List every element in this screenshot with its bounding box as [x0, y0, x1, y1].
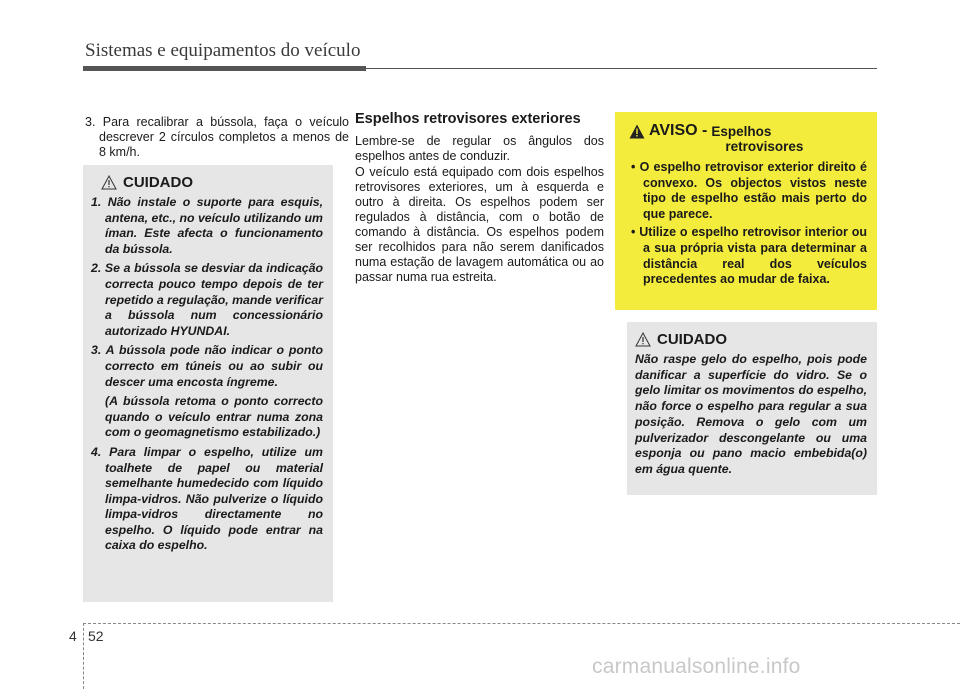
footer-divider [83, 623, 84, 689]
warning-triangle-filled-icon [629, 124, 645, 139]
caution-heading [635, 331, 867, 348]
caution-item: 2. Se a bússola se desviar da indicação correcta pouco tempo depois de ter repetido a regulação, mande verificar a bússola num concessionário autorizado HYUNDAI. [91, 261, 324, 338]
warning-label: AVISO - [649, 122, 708, 139]
compass-recalibrate-step: 3. Para recalibrar a bússola, faça o veículo descrever 2 círculos completos a menos de 8 km/h. [85, 115, 349, 159]
warning-heading [629, 122, 867, 154]
caution-item-note: (A bússola retoma o ponto correcto quando o veículo entrar numa zona com o geomagnetismo estabilizado.) [105, 394, 323, 440]
warning-box-mirrors [615, 112, 877, 310]
caution-item: 4. Para limpar o espelho, utilize um toalhete de papel ou material semelhante humedecido com líquido limpa-vidros. Não pulverize o líquido limpa-vidros directamente no espelho. O líquido pode entrar na caixa do espelho. [91, 444, 323, 553]
caution-box-compass [83, 165, 333, 602]
watermark: carmanualsonline.info [592, 655, 801, 678]
warning-item: • Utilize o espelho retrovisor interior ou a sua própria vista para determinar a distância real dos veículos precedentes ao mudar de faixa. [631, 225, 867, 287]
caution-title: CUIDADO [657, 331, 727, 348]
body-paragraph: O veículo está equipado com dois espelhos retrovisores exteriores, um à esquerda e outro à direita. Os espelhos podem ser regulados à distância, com o botão de comando à distância. Os espelhos podem ser recolhidos para não serem danificados numa estação de lavagem automática ou ao passar numa rua estreita. [355, 165, 604, 284]
caution-item: 1. Não instale o suporte para esquis, antena, etc., no veículo utilizando um íman. Este afecta o funcionamento da bússola. [91, 195, 323, 256]
warning-topic-line: retrovisores [725, 139, 804, 154]
caution-title: CUIDADO [123, 174, 193, 191]
header-rule-thick [83, 66, 366, 71]
footer-rule [83, 623, 960, 624]
section-title: Espelhos retrovisores exteriores [355, 111, 581, 127]
page-number: 52 [88, 628, 104, 644]
caution-heading [101, 174, 323, 191]
caution-box-ice [627, 322, 877, 495]
warning-triangle-outline-icon [635, 332, 651, 347]
warning-topic-line: Espelhos [711, 124, 772, 139]
header-rule-thin [366, 68, 877, 69]
chapter-number: 4 [69, 628, 77, 644]
page-header-title: Sistemas e equipamentos do veículo [85, 40, 361, 61]
body-paragraph: Lembre-se de regular os ângulos dos espelhos antes de conduzir. [355, 134, 604, 163]
warning-topic [711, 122, 803, 154]
caution-item: 3. A bússola pode não indicar o ponto correcto em túneis ou ao subir ou descer uma encosta íngreme. [91, 343, 323, 389]
warning-triangle-outline-icon [101, 175, 117, 190]
caution-text: Não raspe gelo do espelho, pois pode danificar a superfície do vidro. Se o gelo limitar os movimentos do espelho, não force o espelho para regular a sua posição. Remova o gelo com um pulverizador descongelante ou uma esponja ou pano macio embebida(o) em água quente. [635, 352, 867, 476]
warning-item: • O espelho retrovisor exterior direito é convexo. Os objectos vistos neste tipo de espelho estão mais perto do que parece. [631, 160, 867, 221]
